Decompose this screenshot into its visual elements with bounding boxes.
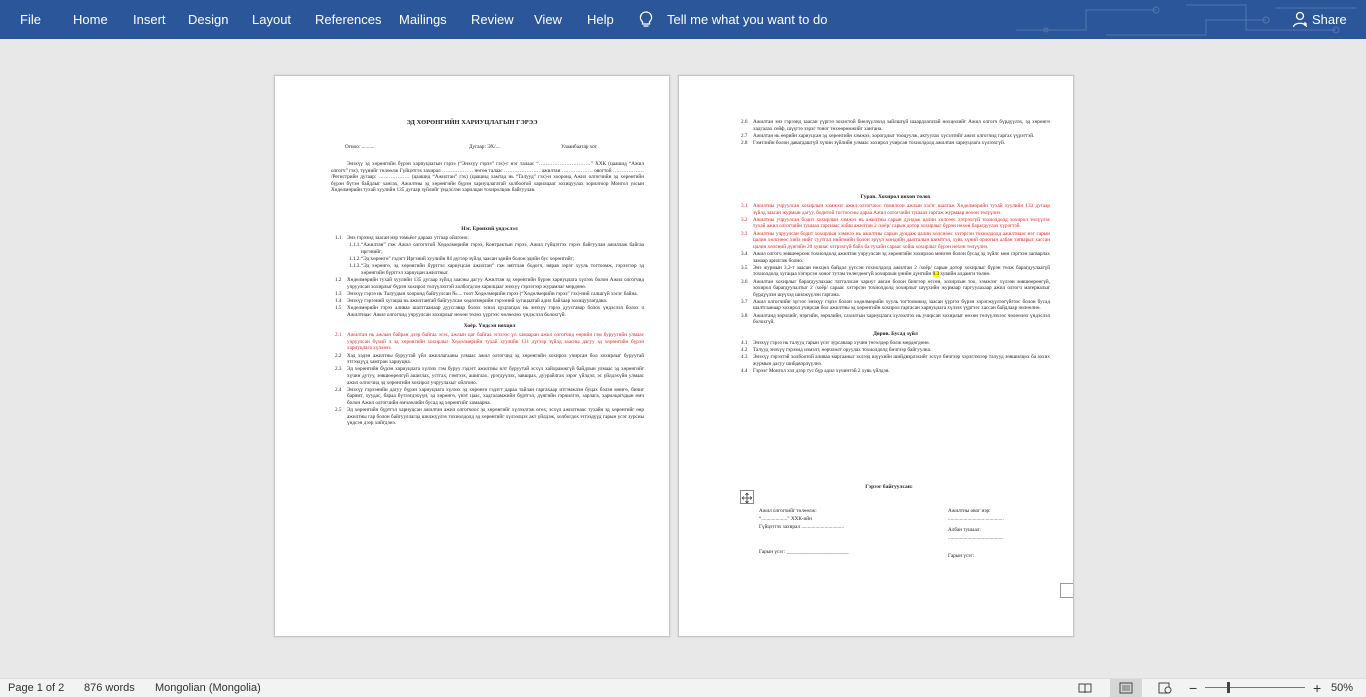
meta-number: Дугаар: ЭХ/.... [469, 144, 501, 150]
page-1-sections [335, 226, 644, 428]
item-number: 1.1.1. [349, 242, 361, 249]
item-text: Ажилтны учруулсан бодит хохирлын хэмжээ нь ажилтны сарын дундаж цалин хөлснөөс хэтэрсэн тохиолдолд ажилтнаас нэг сарын цалин хөлснөөс хийх нийт суутгал нийгмийн болон эрүүл мэндийн даатгалын шимтгэл, хувь хүний орлогын албан татварыг хассан цалин хөлсний дүнгийн 20 хувиас хэтрэхгүй байх ба тухайн сараас хойш хохирлыг бүрэн нөхөн төлүүлнэ. [753, 230, 1050, 250]
item-number: 2.8 [741, 139, 748, 146]
numbered-item [741, 299, 1050, 312]
item-text: Гэрээг Монгол хэл дээр тус бүр адил хүчинтэй 2 хувь үйлдэв. [753, 368, 890, 374]
tab-home[interactable]: Home [73, 12, 108, 27]
signature-block [739, 484, 1039, 490]
signature-employer-sign: Гарын үсэг: ________________________ [759, 549, 849, 555]
numbered-item [335, 298, 644, 305]
tab-view[interactable]: View [534, 12, 562, 27]
item-text: Ажил олгогчийн зүгээс энэхүү гэрээ болон хөдөлмөрийн хууль тогтоомжид заасан үүргээ бүрэн хэрэгжүүлээгүйгээс болон бусад шалтгаанаар хохирол учирсан бол ажилтны эд хөрөнгийн хохирол гаргасан хариуцлага хүлээх үүргээс хассан байдлаар чөлөөлнө. [753, 298, 1050, 312]
item-number: 3.1 [741, 203, 748, 209]
meta-date: Огноо: .......... [345, 144, 375, 150]
numbered-item [335, 277, 644, 290]
meta-city: Улаанбаатар хот [561, 144, 597, 150]
zoom-level[interactable]: 50% [1331, 682, 1354, 694]
table-resize-handle[interactable] [1060, 583, 1074, 598]
numbered-item [335, 242, 644, 255]
item-text: “Ажилтан” гэж Ажил олгогчтой Хөдөлмөрийн гэрээ, Контрактын гэрээ, Ажил гүйцэтгэх гэрээ байгуулан ажиллаж байгаа иргэнийг; [361, 242, 644, 255]
section-heading: Нэг. Ерөнхий үндэслэл [461, 226, 518, 232]
item-number: 4.4 [741, 368, 748, 374]
item-text: Ажилтны учруулсан хохирлын хэмжээг ажил олгогчоос томилсон ажлын хэсэг шалгаж Хөдөлмөрийн тухай хуулийн 133 дугаар зүйлд заасан журмын дагуу, бодитой тогтоосны дараа Ажил олгогчийн тушаал гаргаж журмаар нөхөн төлүүлнэ. [753, 203, 1050, 216]
item-number: 2.3 [335, 366, 342, 373]
section-heading: Гурав. Хохирол нөхөн төлөх [860, 194, 931, 200]
tab-design[interactable]: Design [188, 12, 229, 27]
item-number: 3.7 [741, 298, 748, 305]
document-page-2[interactable] [678, 75, 1074, 637]
numbered-item [741, 368, 1050, 375]
item-number: 1.4 [335, 297, 342, 304]
numbered-item [335, 291, 644, 298]
item-text: “Эд хөрөнгө” гэдэгт Иргэний хуулийн 84 дүгээр зүйлд заасан эдийн болон эдийн бус хөрөнгийг; [361, 255, 575, 262]
item-number: 1.1.2. [349, 255, 361, 262]
item-number: 2.4 [335, 386, 342, 393]
item-text: Эд хөрөнгийн бүртгэл хариуцсан ажилтан ажил олгогчоос эд хөрөнгийг хүлээлгэж өгөх, эсхүл ажилтнаас тухайн эд хөрөнгийг өөр ажилтны гар болон байгууллагад шилжүүлэх тохиолдолд эд хөрөнгийг хүлээлцэх акт үйлдэж, холбогдох этгээдүүд гарын үсэг зурсны үндсэн дээр хийгдэнэ. [347, 407, 644, 427]
page-count[interactable]: Page 1 of 2 [8, 682, 65, 694]
item-text: Ажилтан нь өөрийн хариуцсан эд хөрөнгийн хэмжээ, хорогдлыг тооцуулж, актуулах хүсэлтийг ажил олгогчид гаргах үүрэгтэй. [753, 132, 1035, 139]
item-number: 2.2 [335, 352, 342, 359]
signature-employer-label: Ажил олгогчийг төлөөлж: [759, 508, 817, 514]
signature-company-line: “....................” ХХК-ийн [759, 516, 812, 522]
item-number: 1.3 [335, 290, 342, 297]
item-number: 4.1 [741, 339, 748, 346]
document-page-1[interactable] [274, 75, 670, 637]
item-number: 2.6 [741, 119, 748, 125]
item-text: “Эд хөрөнгө, эд хөрөнгийн бүртгэл хариуцсан ажилтан” гэж нягтлан бодогч, нярав зэрэг хууль тогтоомж, гэрээгээр эд хөрөнгийн бүртгэл хариуцан ажилтныг. [361, 263, 644, 276]
item-text: Ажилтан хохирлыг барагдуулахаас татгалзсан хариуг авсан болон бичгээр өгсөн, хохирлын тоо, хэмжээг хүлээн зөвшөөрөөгүй, хохирол барагдуулалтыг 2 /хоёр/ сараас хэтэрсэн тохиолдолд хохирлыг шүүхийн журмаар гаргуулахаар ажил олгогч материалыг бүрдүүлэн шүүхэд шилжүүлэн гаргана. [753, 278, 1050, 298]
item-number: 2.5 [335, 407, 342, 414]
item-text: Энэхүү гэрээнийн дагуу бүрэн хариуцлага хүлээх эд хөрөнгө гэдэгт дараа тайлан гаргахаар итгэмжлэн буцах бэлэн мөнгө, бичиг баримт, хуудас, бараа бүтээгдэхүүн, эд хөрөнгө, үнэт цаас, хадгаламжийн бүртгэл, дүнгийн гэрчилгээ, зарлага, харилцагчдын өмч болон Ажил олгогчийн өмчлөлийн бусад эд хөрөнгийг хамаарна. [347, 386, 644, 406]
tab-layout[interactable]: Layout [252, 12, 292, 27]
numbered-item [741, 231, 1050, 251]
item-number: 4.2 [741, 347, 748, 354]
item-number: 3.2 [741, 216, 748, 223]
item-text: Хөдөлмөрийн гэрээ аливаа шалтгаанаар дуусгавар болох эсвэл цуцлагдах нь энэхүү гэрээ дуусгавар болох үндэслэл болох ч Ажилтнаас Ажил олгогчид учруулсан хохирлыг нөхөн төлөх үүргээс чөлөөлөх үндэслэл болохгүй. [347, 305, 644, 318]
tab-references[interactable]: References [315, 12, 382, 27]
intro-paragraph: Энэхүү эд хөрөнгийн бүрэн хариуцлагын гэрээ (“Энэхүү гэрээ” гэх)-г нэг талаас “…………………………” ХХК (цаашид “Ажил олгогч” гэх), түүнийг төлөөлж Гүйцэтгэх захирал ……………… нөгөө талаас ………………… ажилтан ……………… овогтой ……………… /Регистрийн дугаар: ……………… (цаашид “Ажилтан” гэх) (цаашид хамтад нь “Талууд” гэх)-н хооронд Ажил олгогчийн эд хөрөнгийн бүрэн бүтэн байдлыг хангах, Ажилтны эд хөрөнгийн бүрэн хариуцлагатай холбоотой харилцааг зохицуулах зорилгоор Монгол улсын Хөдөлмөрийн тухай хуулийн 135 дугаар зүйлийг үндэслэн харилцан тохиролцож байгуулав. [331, 161, 644, 194]
signature-employee-sign: Гарын үсэг: [948, 553, 975, 559]
zoom-slider-thumb[interactable] [1227, 682, 1230, 693]
signature-position-line: ........................................... [948, 535, 1004, 541]
item-text: Гэмтлийн болон давагдашгүй хүчин зүйлийн улмаас хохирол учирсан тохиолдолд ажилтан хариуцлага хүлээхгүй. [753, 139, 1006, 146]
item-number: 2.7 [741, 132, 748, 139]
item-number: 4.3 [741, 354, 748, 361]
item-number: 1.1.3. [349, 263, 361, 270]
numbered-item [335, 387, 644, 407]
item-text: Эд хөрөнгийн бүрэн хариуцлага хүлээх гэм буруу гэдэгт ажилтны илт буруутай эсхүл хайхрамжгүй байдлын улмаас эд хөрөнгийг хүчин дутуу, зөвшөөрөлгүй ашиглах, устгах, гэмтээх, ашиглах, үрэгдүүлэх, завшрах, дуурайлгах зэрэг үйлдэл, эс үйлдэхүйн улмаас ажил олгогчид эд хөрөнгийн хохирол учруулахыг ойлгоно. [347, 366, 644, 386]
numbered-item [741, 340, 1050, 347]
item-text: Энэхүү гэрээний хугацаа нь ажилтантай байгуулсан хөдөлмөрийн гэрээний хугацаатай адил байхаар зохицуулагдана. [347, 297, 608, 304]
ribbon-bar [0, 0, 1366, 39]
table-move-handle[interactable] [740, 490, 754, 504]
item-text: Ажилтанд зөрчлийг, нэргийн, зөрчлийн, сахилгын хариуцлага хүлээлгэх нь учирсан хохирлыг нөхөн төлүүлэхээс чөлөөлөх үндэслэл болохгүй. [753, 312, 1050, 326]
signature-heading: Гэрээг байгуулсан: [865, 484, 913, 490]
item-number: 1.2 [335, 276, 342, 283]
numbered-item [335, 407, 644, 427]
item-number: 1.5 [335, 305, 342, 312]
page-2-sections [741, 194, 1050, 375]
numbered-item [335, 366, 644, 386]
numbered-item [335, 332, 644, 352]
tab-insert[interactable]: Insert [133, 12, 166, 27]
numbered-item [741, 203, 1050, 216]
item-text: Энэхүү гэрээтэй холбоотой аливаа маргааныг эхлээд шүүхийн шийдвэрлэхийг эсхүл бичгээр хэрэглэхээр талууд зөвшилцөх ба зохих журмын дагуу шийдвэрлүүлнэ. [753, 354, 1050, 367]
item-text: Энэ журмын 3.2-т заасан нөхцөл байдал үүссэн тохиолдолд ажилтан 2 /хоёр/ сарын дотор хохирлыг бүрэн төлж барагдуулаагүй тохиолдолд хугацаа хэтэрсэн хоног тутам төлөгдөөгүй хохирлын үнийн дүнгийн 0.3 хувийн алданги төлнө. [753, 264, 1050, 278]
move-icon [741, 492, 753, 504]
page-2-top-items [741, 119, 1050, 147]
item-number: 3.8 [741, 312, 748, 319]
print-layout-icon [1119, 682, 1133, 694]
numbered-item [741, 279, 1050, 299]
highlighted-text: 0.3 [932, 271, 940, 278]
item-number: 3.6 [741, 278, 748, 285]
signature-employee-name-line: ........................................... [948, 516, 1004, 522]
item-text: Хэд хэдэн ажилтны буруутай үйл ажиллагааны улмаас ажил олгогчид эд хөрөнгийн хохирол учирсан бол хохирлыг буруутай этгээдүүд хамтран хариуцна. [347, 352, 644, 366]
item-number: 3.5 [741, 264, 748, 271]
numbered-item [741, 133, 1050, 140]
tab-review[interactable]: Review [471, 12, 514, 27]
item-text: Талууд энэхүү гэрээнд нэмэлт, өөрчлөлт оруулах тохиолдолд бичгээр байгуулна. [753, 347, 932, 354]
item-text: Хөдөлмөрийн тухай хуулийн 135 дугаар зүйлд заасны дагуу Ажилтан эд хөрөнгийн бүрэн хариуцлага хүлээх болон Ажил олгогчид учруулсан хохирлыг бүрэн хохирол төлүүлэхтэй холбогдсон харилцааг энэхүү гэрээгээр журамлаг мөрдөнө. [347, 276, 644, 290]
tell-me-label: Tell me what you want to do [667, 12, 828, 27]
item-text: Ажил олгогч зөвшөөрсөн тохиолдолд ажилтан учруулсан эд хөрөнгийн хохирлоо мөнгөн болон бусад эд зүйлс мөн сэргээн засварлах замаар арилгаж болно. [753, 250, 1050, 264]
numbered-item [335, 235, 644, 242]
numbered-item [741, 347, 1050, 354]
item-text: Энэхүү гэрээ нь Талуудын хооронд байгуулсан №.... тоот Хөдөлмөрийн гэрээ (“Хөдөлмөрийн гэрээ” гэх)-ний салшгүй хэсэг байна. [347, 290, 638, 297]
section-heading: Хоёр. Үндсэн нөхцөл [463, 323, 516, 330]
numbered-item [335, 353, 644, 366]
signature-director-line: Гүйцэтгэх захирал ................................. [759, 524, 845, 530]
language-indicator[interactable]: Mongolian (Mongolia) [155, 682, 261, 694]
numbered-item [335, 305, 644, 318]
signature-employee-name-label: Ажилтны овог нэр: [948, 508, 991, 514]
item-number: 2.1 [335, 332, 342, 339]
document-title: ЭД ХӨРӨНГИЙН ХАРИУЦЛАГЫН ГЭРЭЭ [406, 119, 538, 126]
numbered-item [335, 263, 644, 276]
share-label: Share [1312, 12, 1347, 27]
numbered-item [741, 354, 1050, 367]
print-layout-button[interactable] [1110, 679, 1142, 697]
item-number: 3.4 [741, 250, 748, 257]
zoom-out-button[interactable]: − [1189, 680, 1198, 696]
lightbulb-icon [639, 11, 653, 28]
numbered-item [741, 119, 1050, 132]
item-text: Ажилтны учруулсан бодит хохирлын хэмжээ нь ажилтны сарын дундаж цалин хөлсөөс хэтрэхгүй тохиолдолд хохирол төлүүлэх тухай ажил олгогчийн тушаал гарснаас хойш ажилтан 2 /хоёр/ сарын дотор хохирлыг бүрэн нөхөн барагдуулах үүрэгтэй. [753, 216, 1050, 230]
person-icon [1292, 11, 1308, 28]
read-mode-icon[interactable] [1078, 682, 1092, 694]
numbered-item [741, 140, 1050, 147]
tab-mailings[interactable]: Mailings [399, 12, 447, 27]
numbered-item [741, 251, 1050, 264]
item-number: 1.1 [335, 235, 342, 241]
word-count[interactable]: 876 words [84, 682, 135, 694]
item-number: 3.3 [741, 230, 748, 237]
zoom-slider-track[interactable] [1205, 687, 1305, 688]
tab-file[interactable]: File [20, 12, 41, 27]
item-text: Энэ гэрээнд заасан нэр томьёог дараах утгаар ойлгоно: [347, 235, 469, 241]
item-text: Ажилтан нь ажлын байран дээр байгаа эсэх, ажлын цаг байгаа эсэхээс үл хамааран ажил олгогчид өөрийн гэм буруугийн улмаас учруулсан бүхий л эд хөрөнгийн хохирлыг Хөдөлмөрийн тухай хуулийн 131 дүгээр зүйлд заасны дагуу эд хөрөнгийн бүрэн хариуцлага хүлээнэ. [347, 332, 644, 352]
web-layout-icon[interactable] [1158, 682, 1172, 694]
numbered-item [335, 256, 644, 263]
status-bar [0, 678, 1366, 697]
numbered-item [741, 217, 1050, 230]
numbered-item [741, 313, 1050, 326]
item-text: Энэхүү гэрээ нь талууд гарын үсэг зурсанаар хүчин төгөлдөр болж мөрдөгдөнө. [753, 339, 930, 346]
section-heading: Дөрөв. Бусад зүйл [873, 330, 918, 337]
signature-position-label: Албан тушаал: [948, 527, 981, 533]
tab-help[interactable]: Help [587, 12, 614, 27]
zoom-in-button[interactable]: + [1313, 680, 1322, 696]
numbered-item [741, 265, 1050, 278]
item-text: Ажилтан энэ гэрээнд заасан үүргээ зохистой биелүүлэхэд зайлшгүй шаардлагатай нөхцөлийг Ажил олгогч бүрдүүлэх, эд хөрөнгө хадгалах сейф, шүүгээ зэрэг тоног төхөөрөмжийг хангана. [753, 119, 1050, 132]
